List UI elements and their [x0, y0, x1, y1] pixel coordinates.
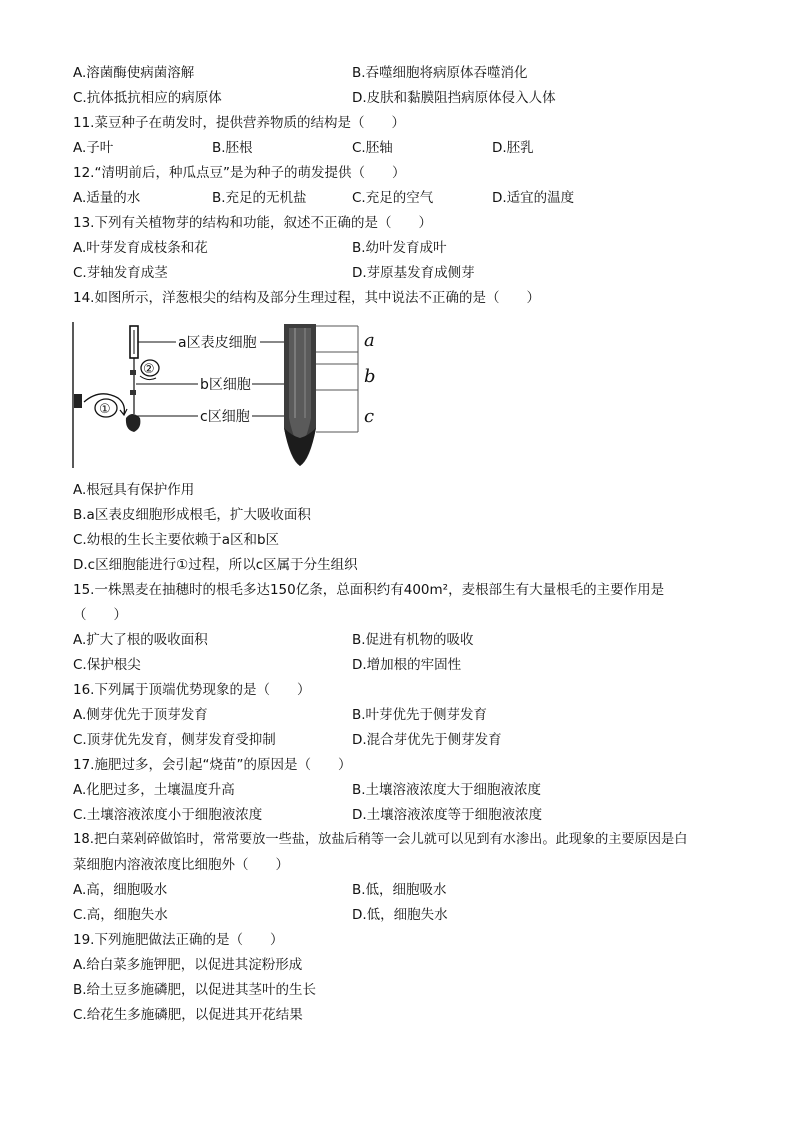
zone-brackets	[316, 326, 358, 432]
q10-option-b: B.吞噬细胞将病原体吞噬消化	[352, 65, 528, 81]
q19-option-a: A.给白菜多施钾肥，以促进其淀粉形成	[73, 957, 303, 973]
q17-option-a: A.化肥过多，土壤温度升高	[73, 782, 235, 798]
q11-option-c: C.胚轴	[352, 140, 393, 156]
q17-option-d: D.土壤溶液浓度等于细胞液浓度	[352, 807, 543, 823]
q19-option-b: B.给土豆多施磷肥，以促进其茎叶的生长	[73, 982, 317, 998]
q16-option-c: C.顶芽优先发育，侧芽发育受抑制	[73, 732, 276, 748]
q15-option-c: C.保护根尖	[73, 657, 141, 673]
q14-option-b: B.a区表皮细胞形成根毛，扩大吸收面积	[73, 507, 311, 523]
label-num2: ②	[143, 362, 155, 377]
q12-option-a: A.适量的水	[73, 190, 141, 206]
root-tip-drawing	[252, 324, 316, 466]
q13-stem: 13.下列有关植物芽的结构和功能，叙述不正确的是（ ）	[73, 215, 432, 231]
q14-option-d: D.c区细胞能进行①过程，所以c区属于分生组织	[73, 557, 358, 573]
q16-option-a: A.侧芽优先于顶芽发育	[73, 707, 208, 723]
q12-option-b: B.充足的无机盐	[212, 190, 307, 206]
q17-option-c: C.土壤溶液浓度小于细胞液浓度	[73, 807, 263, 823]
q18-stem-cont: 菜细胞内溶液浓度比细胞外（ ）	[73, 857, 289, 873]
label-num1: ①	[99, 402, 111, 417]
q13-option-c: C.芽轴发育成茎	[73, 265, 168, 281]
label-c-region: c区细胞	[200, 409, 250, 425]
q16-option-b: B.叶芽优先于侧芽发育	[352, 707, 488, 723]
q15-option-a: A.扩大了根的吸收面积	[73, 632, 208, 648]
label-a-region: a区表皮细胞	[178, 335, 257, 351]
label-b-region: b区细胞	[200, 377, 251, 393]
q12-option-d: D.适宜的温度	[492, 190, 575, 206]
q18-option-d: D.低，细胞失水	[352, 907, 448, 923]
q13-option-b: B.幼叶发育成叶	[352, 240, 447, 256]
q19-option-c: C.给花生多施磷肥，以促进其开花结果	[73, 1007, 303, 1023]
q11-option-d: D.胚乳	[492, 140, 534, 156]
q15-stem-cont: （ ）	[73, 607, 127, 623]
q18-option-c: C.高，细胞失水	[73, 907, 168, 923]
q16-stem: 16.下列属于顶端优势现象的是（ ）	[73, 682, 311, 698]
q12-stem: 12.“清明前后，种瓜点豆”是为种子的萌发提供（ ）	[73, 165, 406, 181]
q18-option-b: B.低，细胞吸水	[352, 882, 447, 898]
q18-stem: 18.把白菜剁碎做馅时，常常要放一些盐，放盐后稍等一会儿就可以见到有水渗出。此现象的主要原因是白	[73, 832, 688, 847]
q10-option-a: A.溶菌酶使病菌溶解	[73, 65, 195, 81]
q17-stem: 17.施肥过多，会引起“烧苗”的原因是（ ）	[73, 757, 352, 773]
q17-option-b: B.土壤溶液浓度大于细胞液浓度	[352, 782, 542, 798]
q15-option-b: B.促进有机物的吸收	[352, 632, 474, 648]
q10-option-d: D.皮肤和黏膜阻挡病原体侵入人体	[352, 90, 556, 106]
q14-option-a: A.根冠具有保护作用	[73, 482, 195, 498]
q11-option-b: B.胚根	[212, 140, 253, 156]
q11-option-a: A.子叶	[73, 140, 114, 156]
q19-stem: 19.下列施肥做法正确的是（ ）	[73, 932, 284, 948]
q13-option-d: D.芽原基发育成侧芽	[352, 265, 475, 281]
side-label-c: c	[364, 406, 375, 427]
side-label-b: b	[364, 366, 376, 387]
root-tip-figure	[70, 318, 390, 470]
q14-option-c: C.幼根的生长主要依赖于a区和b区	[73, 532, 280, 548]
side-label-a: a	[364, 330, 375, 351]
q15-option-d: D.增加根的牢固性	[352, 657, 462, 673]
q11-stem: 11.菜豆种子在萌发时，提供营养物质的结构是（ ）	[73, 115, 405, 131]
q18-option-a: A.高，细胞吸水	[73, 882, 168, 898]
q15-stem: 15.一株黑麦在抽穗时的根毛多达150亿条，总面积约有400m²，麦根部生有大量根毛的主要作用是	[73, 582, 665, 598]
q13-option-a: A.叶芽发育成枝条和花	[73, 240, 208, 256]
q10-option-c: C.抗体抵抗相应的病原体	[73, 90, 222, 106]
q14-stem: 14.如图所示，洋葱根尖的结构及部分生理过程，其中说法不正确的是（ ）	[73, 290, 540, 306]
q12-option-c: C.充足的空气	[352, 190, 434, 206]
q16-option-d: D.混合芽优先于侧芽发育	[352, 732, 502, 748]
